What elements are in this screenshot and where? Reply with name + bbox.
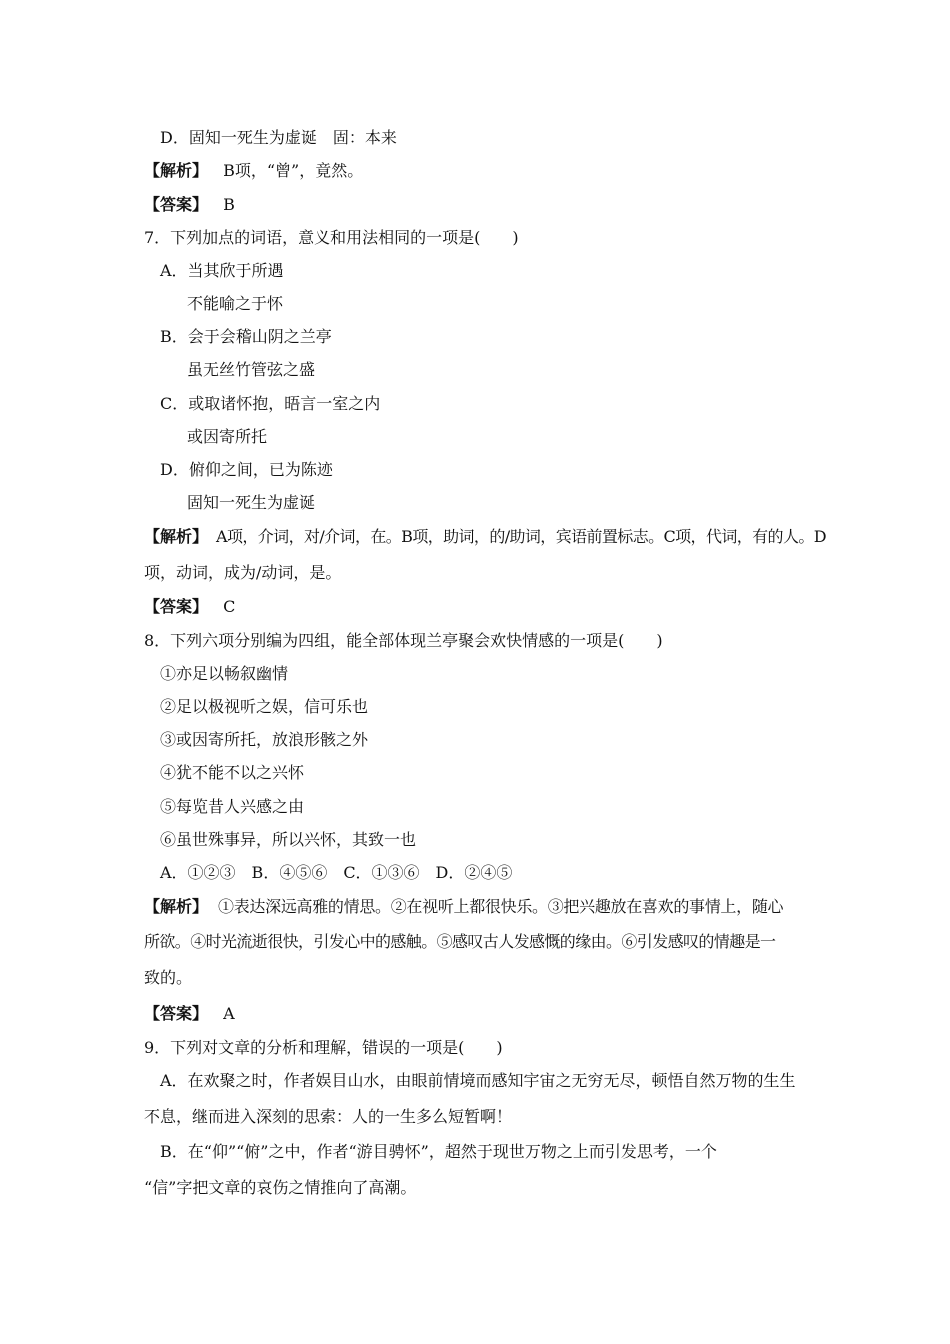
q7-stem: 7．下列加点的词语，意义和用法相同的一项是( ) [144, 228, 519, 247]
q9-stem: 9．下列对文章的分析和理解，错误的一项是( ) [144, 1038, 503, 1057]
q8-item-1: ①亦足以畅叙幽情 [160, 664, 289, 683]
q6-option-d: D．固知一死生为虚诞 固：本来 [160, 128, 397, 147]
q7-option-d-line2: 固知一死生为虚诞 [187, 493, 316, 512]
q7-analysis [144, 527, 826, 546]
answer-text: B [223, 195, 235, 214]
q9-option-b-line1: B．在“仰”“俯”之中，作者“游目骋怀”，超然于现世万物之上而引发思考，一个 [160, 1142, 717, 1161]
q6-answer [144, 195, 235, 214]
q7-option-a: A．当其欣于所遇 [160, 261, 284, 280]
q8-stem: 8．下列六项分别编为四组，能全部体现兰亭聚会欢快情感的一项是( ) [144, 631, 663, 650]
analysis-text-line1: A项，介词，对/介词，在。B项，助词，的/助词，宾语前置标志。C项，代词，有的人。D [216, 527, 826, 546]
q8-item-3: ③或因寄所托，放浪形骸之外 [160, 730, 369, 749]
q8-item-6: ⑥虽世殊事异，所以兴怀，其致一也 [160, 830, 417, 849]
q7-analysis-line2: 项，动词，成为/动词，是。 [144, 563, 342, 582]
answer-text: C [223, 597, 236, 616]
q8-choices: A．①②③ B．④⑤⑥ C．①③⑥ D．②④⑤ [160, 863, 513, 882]
answer-tag: 【答案】 [144, 597, 209, 616]
q8-analysis-line3: 致的。 [144, 968, 193, 987]
q7-option-b-line2: 虽无丝竹管弦之盛 [187, 360, 316, 379]
q8-item-2: ②足以极视听之娱，信可乐也 [160, 697, 369, 716]
answer-tag: 【答案】 [144, 195, 209, 214]
q9-option-a-line2: 不息，继而进入深刻的思索：人的一生多么短暂啊！ [144, 1107, 513, 1126]
analysis-tag: 【解析】 [144, 897, 209, 916]
analysis-text-line1: ①表达深远高雅的情思。②在视听上都很快乐。③把兴趣放在喜欢的事情上，随心 [218, 897, 784, 916]
answer-tag: 【答案】 [144, 1004, 209, 1023]
analysis-text: B项，“曾”，竟然。 [223, 161, 364, 180]
q8-item-4: ④犹不能不以之兴怀 [160, 763, 305, 782]
q8-analysis [144, 897, 783, 916]
q7-option-b: B．会于会稽山阴之兰亭 [160, 327, 332, 346]
q7-option-d: D．俯仰之间，已为陈迹 [160, 460, 333, 479]
analysis-tag: 【解析】 [144, 527, 209, 546]
analysis-tag: 【解析】 [144, 161, 209, 180]
q9-option-b-line2: “信”字把文章的哀伤之情推向了高潮。 [144, 1178, 417, 1197]
q7-option-c-line2: 或因寄所托 [187, 427, 268, 446]
q6-analysis [144, 161, 363, 180]
q8-analysis-line2: 所欲。④时光流逝很快，引发心中的感触。⑤感叹古人发感慨的缘由。⑥引发感叹的情趣是一 [144, 932, 776, 951]
q9-option-a-line1: A．在欢聚之时，作者娱目山水，由眼前情境而感知宇宙之无穷无尽，顿悟自然万物的生生 [160, 1071, 796, 1090]
q7-answer [144, 597, 235, 616]
q8-answer [144, 1004, 235, 1023]
q7-option-a-line2: 不能喻之于怀 [187, 294, 284, 313]
answer-text: A [223, 1004, 235, 1023]
q7-option-c: C．或取诸怀抱，晤言一室之内 [160, 394, 381, 413]
q8-item-5: ⑤每览昔人兴感之由 [160, 797, 305, 816]
